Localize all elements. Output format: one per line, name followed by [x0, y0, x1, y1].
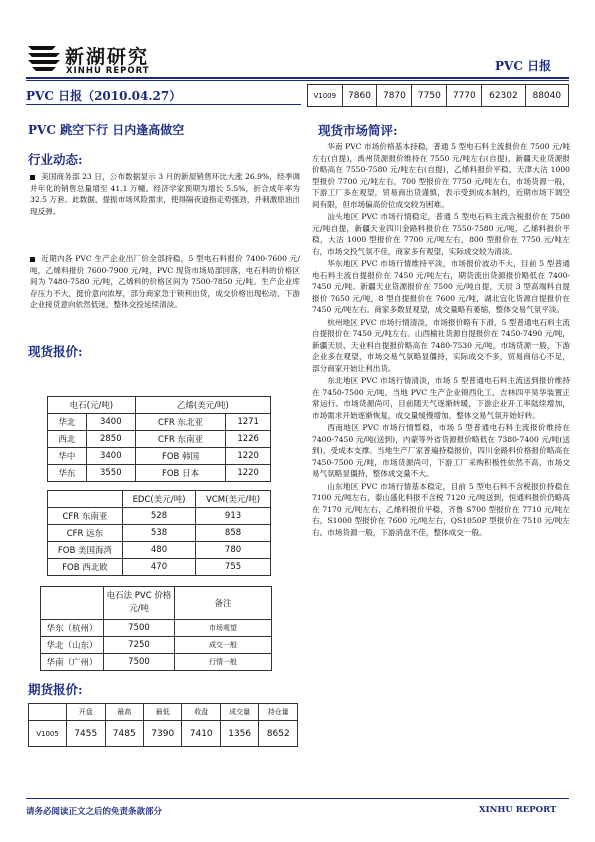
- futures-table-continued: [307, 84, 569, 107]
- table-row: 华南（广州） 7500 行情一般: [41, 654, 272, 671]
- section-spot-price: 现货报价:: [28, 344, 83, 359]
- header-ethylene: 乙烯(美元/吨): [135, 397, 270, 414]
- date-rule: [26, 104, 301, 105]
- review-paragraph: 汕头地区 PVC 市场行情稳定，普通 5 型电石料主流含税报价在 7500 元/吨自提，新疆天业四川金路料报价在 7550-7580 元/吨，乙烯料报价平稳，大沽 1000 型报价在 7700 元/吨左右，800 型报价在 7750 元/吨左右，市场交投气氛不佳，商家多有观望，实际成交较为清淡。: [312, 212, 570, 256]
- table-row: 华北 3400 CFR 东北亚 1271: [48, 414, 271, 431]
- header-carbide: 电石(元/吨): [48, 397, 136, 414]
- xinhu-logo-icon: [26, 42, 62, 72]
- header-edc: EDC(美元/吨): [122, 491, 195, 508]
- table-row: V1005 7455 7485 7390 7410 1356 8652: [29, 721, 298, 747]
- header-vcm: VCM(美元/吨): [196, 491, 271, 508]
- logo-subtext: XINHU REPORT: [66, 66, 150, 76]
- footer-brand: XINHU REPORT: [479, 805, 557, 815]
- section-market-review: 现货市场简评:: [318, 123, 398, 138]
- header-rule-thick: [26, 77, 569, 79]
- table-row: CFR 远东 538 858: [48, 525, 271, 542]
- table-row: FOB 西北欧 470 755: [48, 559, 271, 576]
- industry-news-2-text: 近期内各 PVC 生产企业出厂价全部持稳，5 型电石料报价 7400-7600 元/吨，乙烯料报价 7600-7900 元/吨，PVC 现货市场局部回落，电石料的价格区间为 7480-7580 元/吨，乙烯料的价格区间为 7500-7850 元/吨。生产企业库存压力不大，挺价意向浓厚，部分商家急于锁利出货，成交价格出现松动，下游企业接货意向依然低迷，整体交投延续清淡。: [30, 254, 300, 309]
- table-row: 华中 3400 FOB 韩国 1220: [48, 448, 271, 465]
- header-rule-thin: [26, 80, 569, 81]
- section-industry: 行业动态:: [28, 152, 83, 167]
- review-paragraph: 华东地区 PVC 市场行情维持平淡，市场报价波动不大，目前 5 型普通电石料主流自提报价在 7450 元/吨左右，期货流出货源报价略低在 7400-7450 元/吨。新疆天业货源报价在 7500 元/吨自提，天辰 3 型高端料自提报价 7650 元/吨，8 型自提报价在 7600 元/吨，湖北宜化货源自提报价在 7450 元/吨左右。商家多数显观望，成交量略有萎缩，整体交易气氛平淡。: [312, 259, 570, 314]
- table-row: 华东 3550 FOB 日本 1220: [48, 465, 271, 482]
- headline: PVC 跳空下行 日内逢高做空: [28, 123, 185, 137]
- footer-rule: [26, 798, 569, 799]
- industry-news-2: [30, 253, 300, 311]
- table-row: 西北 2850 CFR 东南亚 1226: [48, 431, 271, 448]
- table-row: 华东（杭州） 7500 市场观望: [41, 620, 272, 637]
- industry-news-1: [30, 171, 300, 217]
- market-review-body: [312, 141, 570, 538]
- review-paragraph: 华南 PVC 市场价格基本持稳，普通 5 型电石料主流报价在 7500 元/吨左右(自提)，禹州货源报价维持在 7550 元/吨左右(自提)，新疆天业货源报价略高在 7550-7580 元/吨左右(自提)，乙烯料报价平稳，天津大沽 1000 型报价 7700 元/吨左右，700 型报价在 7750 元/吨左右，市场货源一般，下游工厂多在观望，贸易商出货谨慎，表示受到成本制约，近期市场下调空间有限，但市场偏高价位成交较为困难。: [312, 142, 570, 209]
- futures-table: 开盘 最高 最低 收盘 成交量 持仓量 V1005 7455 7485 7390 7410 1356 8652: [28, 703, 298, 747]
- logo-text: 新湖研究: [65, 46, 150, 68]
- footer-disclaimer: 请务必阅读正文之后的免责条款部分: [26, 807, 163, 817]
- section-futures-price: 期货报价:: [28, 682, 83, 697]
- review-paragraph: 山东地区 PVC 市场行情基本稳定，目前 5 型电石料不含税报价持稳在 7100 元/吨左右，泰山盛化料报不含税 7120 元/吨送到，恒通料报价仍略高在 7170 元/吨左右，乙烯料报价平稳，齐鲁 S700 型报价在 7710 元/吨左右，S1000 型报价在 7600 元/吨左右，QS1050P 型报价在 7510 元/吨左右。市场货源一般，下游消盘不佳，整体成交一般。: [312, 481, 570, 537]
- review-paragraph: 西南地区 PVC 市场行情暂稳，市场 5 型普通电石料主流报价维持在 7400-7450 元/吨(送到)，内蒙等外省货源报价略低在 7380-7400 元/吨(送到)，受成本支撑。当地生产厂家普遍持稳报价，四川金路料价格报价略高在 7450-7500 元/吨，市场货源尚可，下游工厂采购积极性依然不高，市场交易气氛略显僵持，整体成交量不大。: [312, 423, 570, 478]
- bullet-square-icon: [30, 175, 35, 180]
- header-remark: 备注: [175, 587, 272, 620]
- header-pvc-price: 电石法 PVC 价格元/吨: [104, 587, 175, 620]
- spot-table-edc-vcm: [47, 490, 271, 576]
- industry-news-1-text: 美国商务部 23 日，公布数据显示 3 月的新屋销售环比大涨 26.9%，经季调并年化的销售总量增至 41.1 万幢。经济学家预期为增长 5.5%，折合成年率为 32.5 万套。此数据，提振市场风险需求，使得隔夜道指走势强劲，并刺激原油出现反弹。: [30, 172, 300, 216]
- report-date-line: PVC 日报（2010.04.27）: [26, 89, 182, 103]
- table-row: FOB 美国海湾 480 780: [48, 542, 271, 559]
- bullet-square-icon: [30, 257, 35, 262]
- spot-table-raw-materials: [47, 396, 271, 482]
- table-row: V1009 7860 7870 7750 7770 62302 88040: [308, 85, 569, 107]
- spot-table-pvc-regional: [40, 586, 272, 671]
- table-row: CFR 东南亚 528 913: [48, 508, 271, 525]
- table-row: 华北（山东） 7250 成交一般: [41, 637, 272, 654]
- header-title: PVC 日报: [495, 59, 552, 73]
- review-paragraph: 杭州地区 PVC 市场行情清淡，市场报价略有下滑，5 型普通电石料主流自提报价在 7450 元/吨左右。山西榆社货源自提报价在 7450-7490 元/吨，新疆天辰、天业料自提报价略高在 7480-7530 元/吨，市场货源一般，下游企业多在观望，市场交易气氛略显僵持，实际成交不多，贸易商信心不足，部分商家开始让利出货。: [312, 317, 570, 373]
- review-paragraph: 东北地区 PVC 市场行情清淡，市场 5 型普通电石料主流送到报价维持在 7450-7500 元/吨，当地 PVC 生产企业锦西化工、吉林四平昊华装置正常运行。市场货源尚可，目前随天气逐渐转暖，下游企业开工率陆续增加，市场需求开始逐渐恢复，成交量缓慢增加，整体交易气氛开始好转。: [312, 376, 570, 420]
